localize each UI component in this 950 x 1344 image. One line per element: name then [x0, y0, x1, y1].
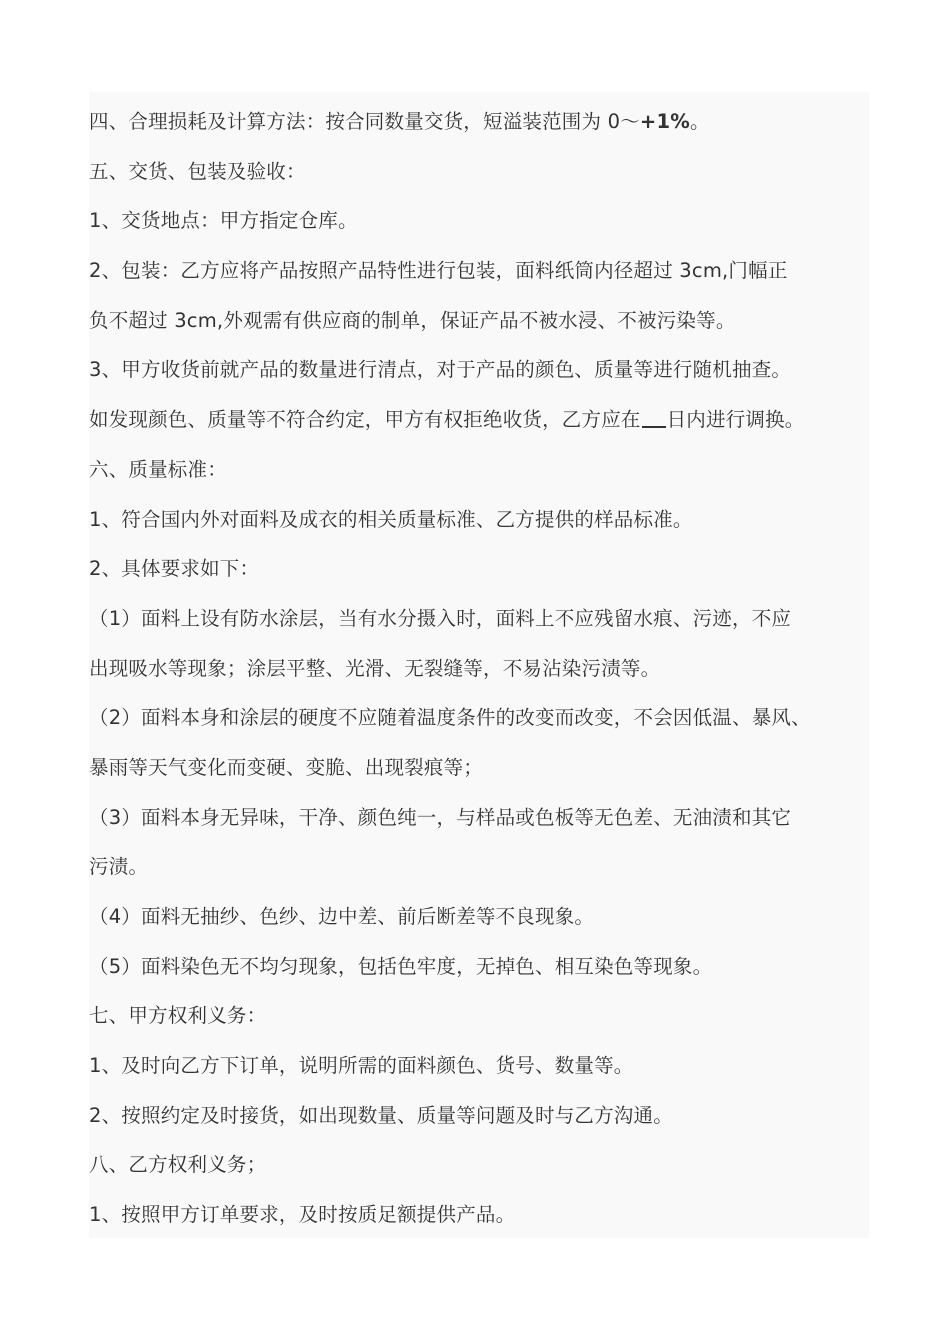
requirement-2-line1: （2）面料本身和涂层的硬度不应随着温度条件的改变而改变，不会因低温、暴风、: [89, 706, 811, 730]
clause-8-1: 1、按照甲方订单要求，及时按质足额提供产品。: [89, 1203, 516, 1227]
section-6-heading: 六、质量标准：: [89, 457, 227, 481]
tolerance-value: +1%: [639, 110, 690, 133]
clause-5-2-line1: 2、包装：乙方应将产品按照产品特性进行包装，面料纸筒内径超过 3cm,门幅正: [89, 259, 788, 283]
clause-5-3-line1: 3、甲方收货前就产品的数量进行清点，对于产品的颜色、质量等进行随机抽查。: [89, 358, 792, 382]
clause-5-2-line2: 负不超过 3cm,外观需有供应商的制单，保证产品不被水浸、不被污染等。: [89, 308, 736, 332]
section-8-heading: 八、乙方权利义务；: [89, 1153, 267, 1177]
requirement-1-line2: 出现吸水等现象；涂层平整、光滑、无裂缝等，不易沾染污渍等。: [89, 656, 661, 680]
requirement-2-line2: 暴雨等天气变化而变硬、变脆、出现裂痕等；: [89, 755, 484, 779]
requirement-3-line1: （3）面料本身无异味，干净、颜色纯一，与样品或色板等无色差、无油渍和其它: [89, 805, 792, 829]
clause-6-1: 1、符合国内外对面料及成衣的相关质量标准、乙方提供的样品标准。: [89, 507, 693, 531]
section-5-heading: 五、交货、包装及验收：: [89, 159, 306, 183]
clause-6-2: 2、具体要求如下：: [89, 557, 260, 581]
clause-7-2: 2、按照约定及时接货，如出现数量、质量等问题及时与乙方沟通。: [89, 1103, 673, 1127]
clause-7-1: 1、及时向乙方下订单，说明所需的面料颜色、货号、数量等。: [89, 1054, 634, 1078]
fill-in-blank: [642, 407, 666, 429]
clause-5-3-line2: 如发现颜色、质量等不符合约定，甲方有权拒绝收货，乙方应在 日内进行调换。: [89, 408, 805, 432]
requirement-3-line2: 污渍。: [89, 855, 149, 879]
requirement-1-line1: （1）面料上设有防水涂层，当有水分摄入时，面料上不应残留水痕、污迹，不应: [89, 606, 792, 630]
requirement-5: （5）面料染色无不均匀现象，包括色牢度，无掉色、相互染色等现象。: [89, 954, 713, 978]
clause-4-loss: 四、合理损耗及计算方法：按合同数量交货，短溢装范围为 0～+1%。: [89, 110, 710, 133]
requirement-4: （4）面料无抽纱、色纱、边中差、前后断差等不良现象。: [89, 905, 595, 928]
section-7-heading: 七、甲方权利义务：: [89, 1004, 267, 1028]
contract-body: [89, 92, 869, 1238]
clause-5-1: 1、交货地点：甲方指定仓库。: [89, 209, 358, 233]
